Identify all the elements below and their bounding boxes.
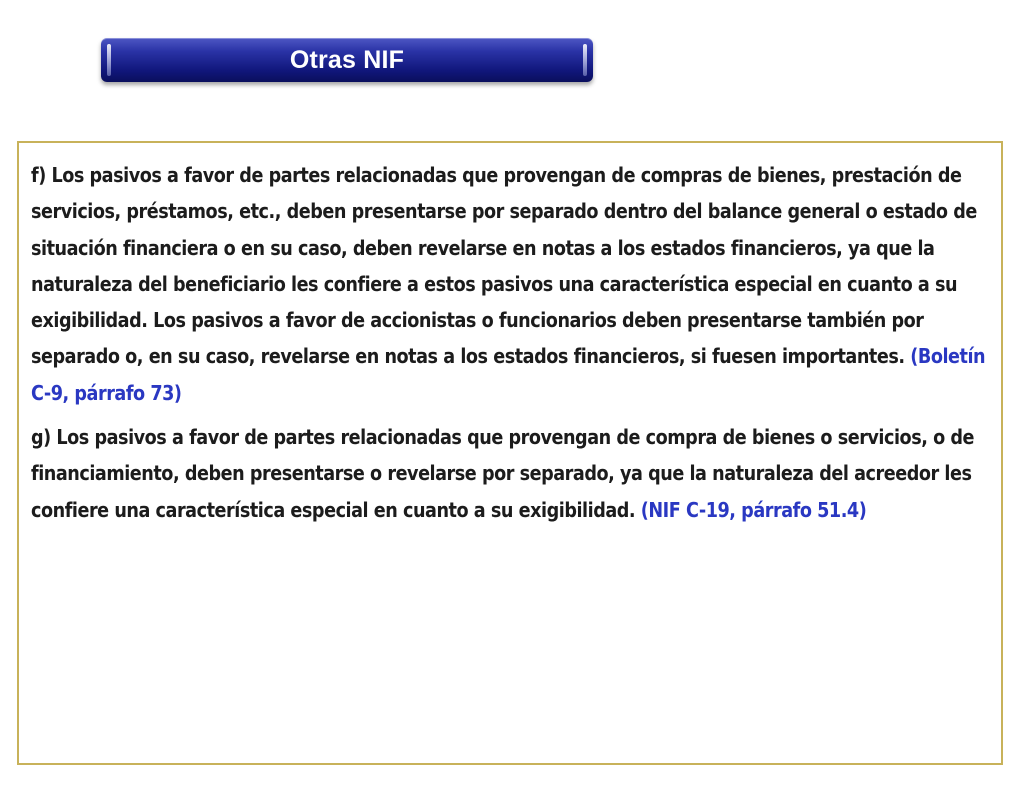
paragraph-g-reference: (NIF C-19, párrafo 51.4) [640, 497, 867, 522]
content-box [17, 141, 1003, 765]
paragraph-g [31, 419, 994, 528]
paragraph-f-reference: (Boletín C-9, párrafo 73) [31, 344, 986, 405]
paragraph-f-body: f) Los pasivos a favor de partes relacionadas que provengan de compras de bienes, prestación de servicios, préstamos, etc., deben presentarse por separado dentro del balance general o estado de situación financiera o en su caso, deben revelarse en notas a los estados financieros, ya que la naturaleza del beneficiario les confiere a estos pasivos una característica especial en cuanto a su exigibilidad. Los pasivos a favor de accionistas o funcionarios deben presentarse también por separado o, en su caso, revelarse en notas a los estados financieros, si fuesen importantes. [31, 163, 977, 369]
paragraph-f [31, 157, 994, 411]
paragraph-g-body: g) Los pasivos a favor de partes relacionadas que provengan de compra de bienes o servicios, o de financiamiento, deben presentarse o revelarse por separado, ya que la naturaleza del acreedor les confiere una característica especial en cuanto a su exigibilidad. [31, 425, 975, 522]
title-banner [101, 38, 593, 82]
slide-title: Otras NIF [289, 45, 405, 74]
